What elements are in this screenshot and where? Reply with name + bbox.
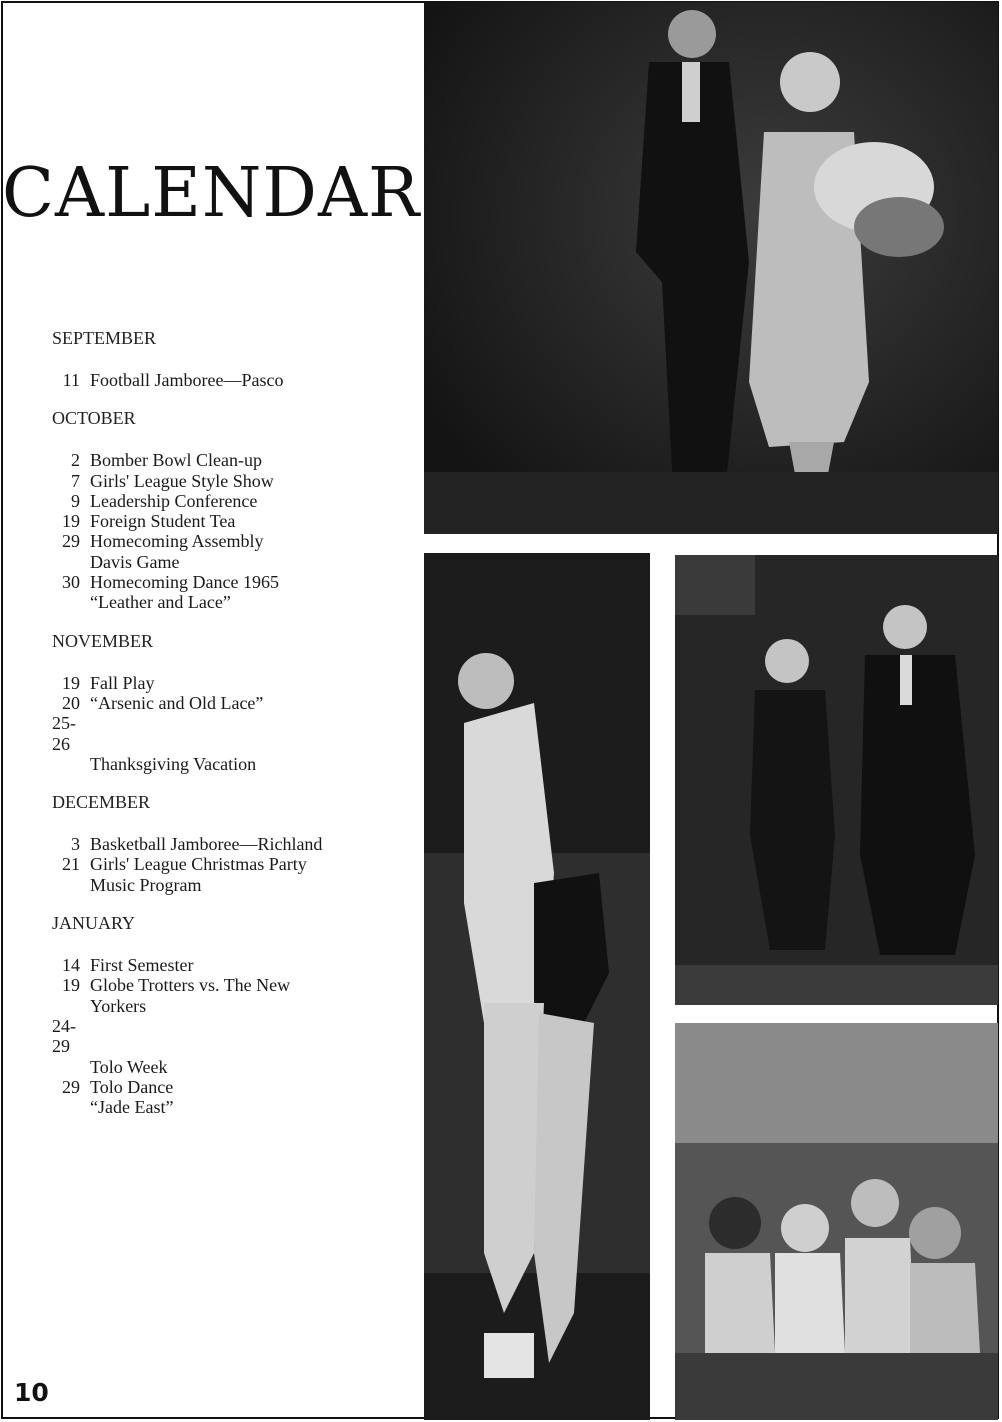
- month-events-october: [52, 450, 412, 612]
- month-events-november: [52, 673, 412, 774]
- event-row: [52, 450, 412, 470]
- month-heading-september: SEPTEMBER: [52, 328, 157, 348]
- calendar-list: [52, 328, 412, 1135]
- event-row: [52, 531, 412, 551]
- event-row: [52, 1077, 412, 1097]
- photo-homecoming-couple: [424, 2, 998, 534]
- event-text: Foreign Student Tea: [90, 511, 236, 532]
- event-day: 14: [62, 955, 80, 976]
- event-text: Basketball Jamboree—Richland: [90, 834, 323, 855]
- event-continuation: “Leather and Lace”: [90, 592, 231, 613]
- page-number: 10: [14, 1378, 49, 1407]
- event-day: 19: [62, 975, 80, 996]
- event-row: [52, 693, 412, 713]
- event-text: Homecoming Assembly: [90, 531, 264, 552]
- event-day: 29: [62, 1076, 80, 1097]
- event-day: 19: [62, 672, 80, 693]
- event-day: 19: [62, 511, 80, 532]
- event-row: [52, 1016, 412, 1057]
- event-continuation: “Jade East”: [90, 1097, 174, 1118]
- event-text: Girls' League Style Show: [90, 470, 274, 491]
- event-row: [52, 491, 412, 511]
- event-text: Globe Trotters vs. The New: [90, 975, 291, 996]
- event-day: 3: [71, 834, 80, 855]
- event-continuation: Yorkers: [90, 995, 147, 1016]
- event-row: [52, 955, 412, 975]
- event-continuation: Thanksgiving Vacation: [90, 753, 257, 774]
- event-day: 7: [71, 470, 80, 491]
- event-day: 24-29: [52, 1015, 76, 1057]
- event-day: 29: [62, 531, 80, 552]
- event-row: [52, 471, 412, 491]
- photo-stage-couple: [675, 555, 998, 1005]
- event-text: Leadership Conference: [90, 490, 258, 511]
- event-text: Homecoming Dance 1965: [90, 572, 279, 593]
- event-text: Fall Play: [90, 672, 155, 693]
- event-continuation: Davis Game: [90, 551, 180, 572]
- event-row: [52, 713, 412, 754]
- event-row: [52, 511, 412, 531]
- event-row: [52, 975, 412, 995]
- month-heading-january: JANUARY: [52, 913, 136, 934]
- event-day: 2: [71, 450, 80, 471]
- event-day: 21: [62, 854, 80, 875]
- event-row: [52, 834, 412, 854]
- event-text: Tolo Dance: [90, 1076, 174, 1097]
- event-text: Football Jamboree—Pasco: [90, 370, 284, 390]
- month-events-september: [52, 370, 412, 390]
- photo-basketball-player: [424, 553, 650, 1420]
- month-events-december: [52, 834, 412, 895]
- event-continuation: Music Program: [90, 874, 202, 895]
- event-day: 20: [62, 692, 80, 713]
- event-row: [52, 854, 412, 874]
- event-text: “Arsenic and Old Lace”: [90, 692, 264, 713]
- event-day: 25-26: [52, 713, 76, 754]
- event-row: [52, 673, 412, 693]
- event-text: Girls' League Christmas Party: [90, 854, 307, 875]
- month-heading-october: OCTOBER: [52, 408, 136, 429]
- event-row: [52, 370, 412, 390]
- event-day: 30: [62, 572, 80, 593]
- event-continuation: Tolo Week: [90, 1056, 168, 1077]
- event-day: 11: [62, 370, 80, 390]
- event-text: First Semester: [90, 955, 194, 976]
- photo-students-crowd: [675, 1023, 998, 1420]
- month-events-january: [52, 955, 412, 1117]
- month-heading-december: DECEMBER: [52, 792, 151, 813]
- event-row: [52, 572, 412, 592]
- event-day: 9: [71, 490, 80, 511]
- event-text: Bomber Bowl Clean-up: [90, 450, 262, 471]
- page-title: CALENDAR: [2, 154, 421, 233]
- month-heading-november: NOVEMBER: [52, 630, 154, 651]
